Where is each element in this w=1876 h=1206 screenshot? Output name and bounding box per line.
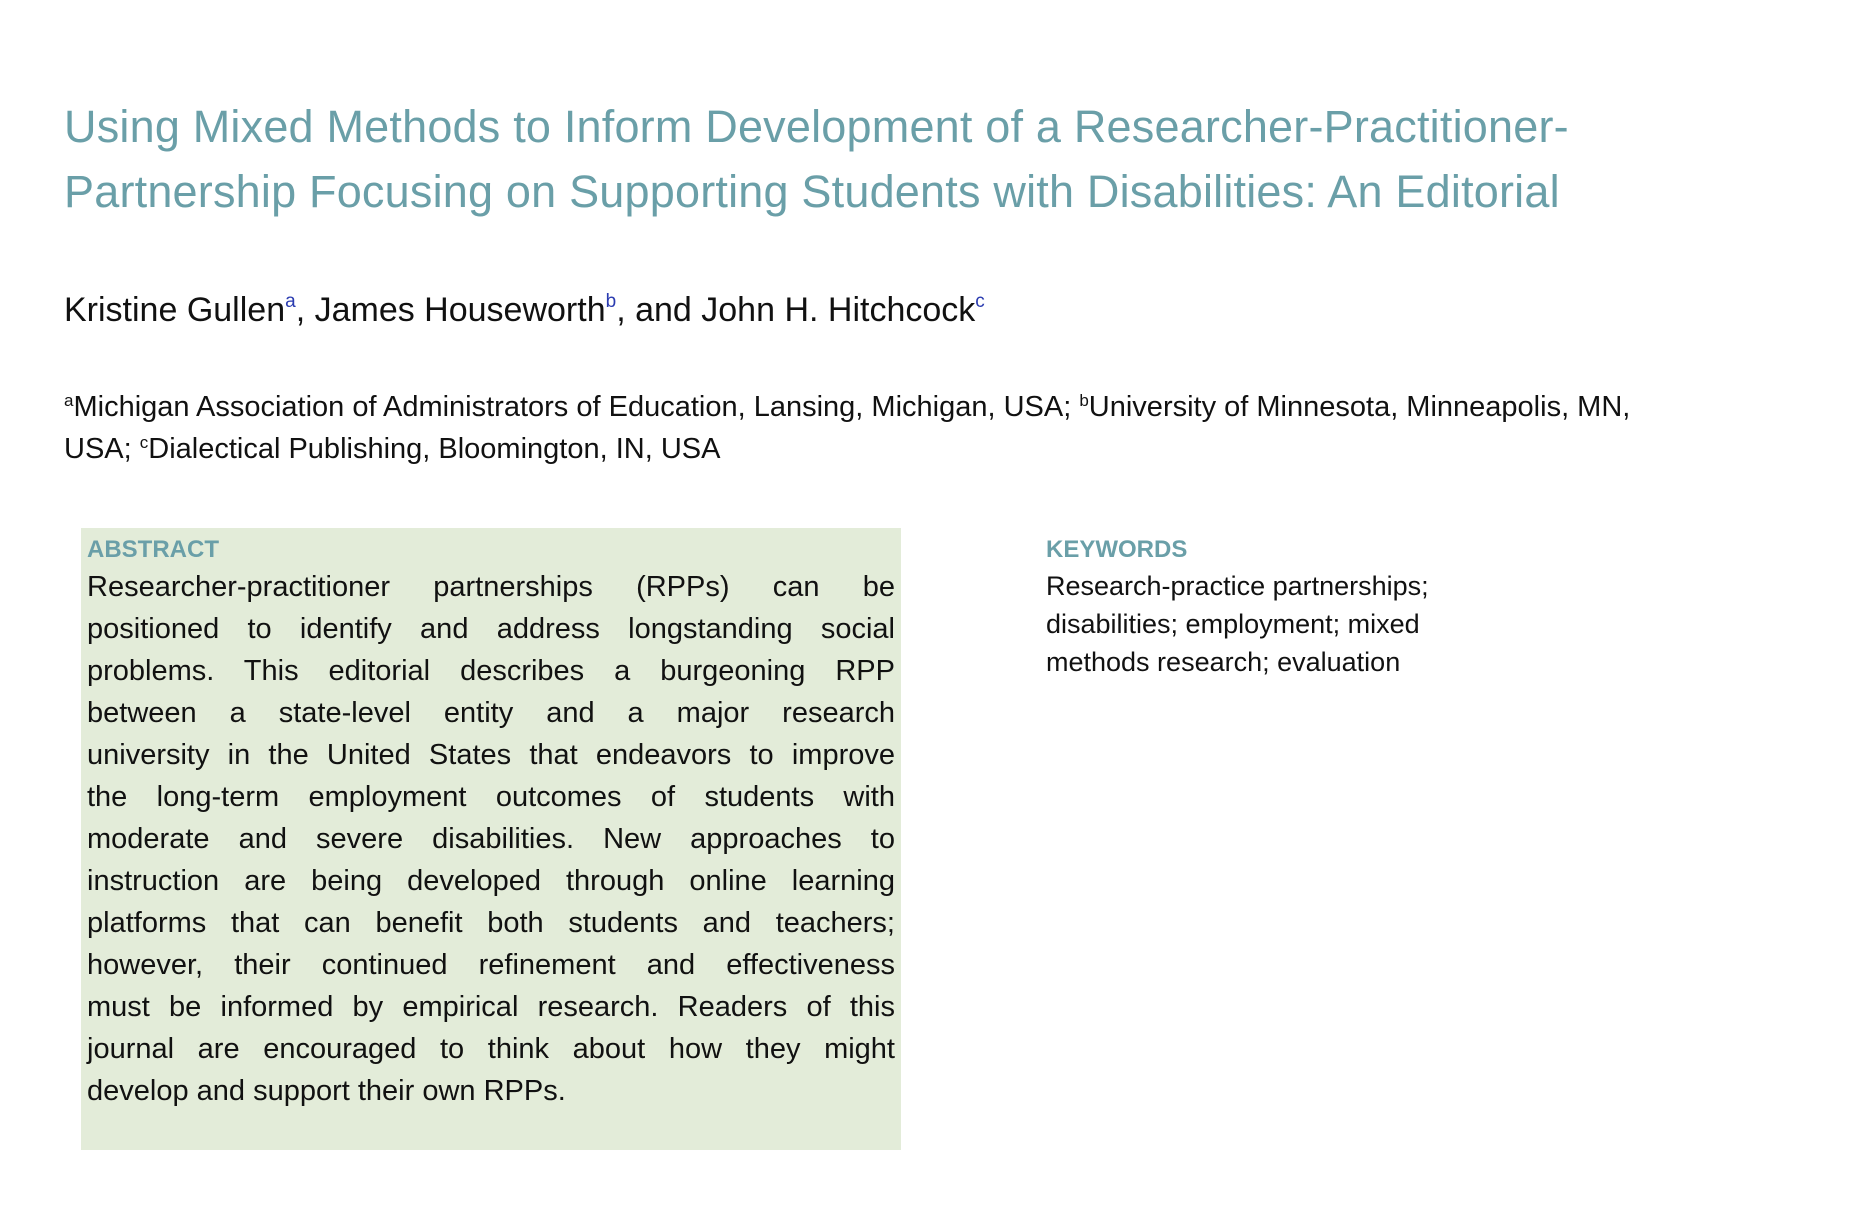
abstract-line: Researcher-practitioner partnerships (RPPs) can be <box>87 571 895 603</box>
keywords-line: methods research; evaluation <box>1046 647 1401 677</box>
author-affiliation-mark: b <box>605 291 617 312</box>
affiliation-text: Dialectical Publishing, Bloomington, IN, USA <box>148 433 721 465</box>
author-separator: , and <box>616 291 702 329</box>
abstract-line: the long-term employment outcomes of students with <box>87 781 895 813</box>
abstract-line: problems. This editorial describes a burgeoning RPP <box>87 655 895 687</box>
abstract-heading: ABSTRACT <box>87 536 219 563</box>
abstract-line: positioned to identify and address longstanding social <box>87 613 895 645</box>
abstract-line: must be informed by empirical research. Readers of this <box>87 991 895 1023</box>
keywords-heading: KEYWORDS <box>1046 536 1188 563</box>
abstract-line: moderate and severe disabilities. New approaches to <box>87 823 895 855</box>
abstract-line: develop and support their own RPPs. <box>87 1075 566 1107</box>
abstract-line: platforms that can benefit both students and teachers; <box>87 907 895 939</box>
abstract-line: journal are encouraged to think about how they might <box>87 1033 895 1065</box>
abstract-line: university in the United States that endeavors to improve <box>87 739 895 771</box>
affiliation-text: USA; <box>64 433 140 465</box>
keywords-list <box>1046 567 1526 681</box>
title-line: Partnership Focusing on Supporting Students with Disabilities: An Editorial <box>64 166 1560 217</box>
abstract-line: however, their continued refinement and effectiveness <box>87 949 895 981</box>
keywords-section <box>1046 528 1526 681</box>
affiliation-text: University of Minnesota, Minneapolis, MN, <box>1088 391 1631 423</box>
abstract-line: instruction are being developed through online learning <box>87 865 895 897</box>
affiliations <box>64 386 1824 470</box>
affiliation-line <box>64 428 1824 470</box>
title-line: Using Mixed Methods to Inform Development of a Researcher-Practitioner- <box>64 101 1569 152</box>
abstract-box <box>81 528 901 1150</box>
author-affiliation-mark: a <box>285 291 296 312</box>
author-name: John H. Hitchcock <box>701 291 976 329</box>
paper-title <box>64 94 1824 224</box>
affiliation-mark: a <box>64 391 74 410</box>
keywords-line: disabilities; employment; mixed <box>1046 609 1420 639</box>
author-separator: , <box>295 291 315 329</box>
affiliation-mark: c <box>139 433 149 452</box>
affiliation-line <box>64 386 1824 428</box>
author-list <box>64 288 985 332</box>
abstract-body <box>87 566 895 1112</box>
affiliation-text: Michigan Association of Administrators of Education, Lansing, Michigan, USA; <box>73 391 1080 423</box>
author-name: James Houseworth <box>314 291 606 329</box>
author-name: Kristine Gullen <box>64 291 286 329</box>
author-affiliation-mark: c <box>975 291 985 312</box>
abstract-line: between a state-level entity and a major research <box>87 697 895 729</box>
affiliation-mark: b <box>1079 391 1089 410</box>
keywords-line: Research-practice partnerships; <box>1046 571 1429 601</box>
